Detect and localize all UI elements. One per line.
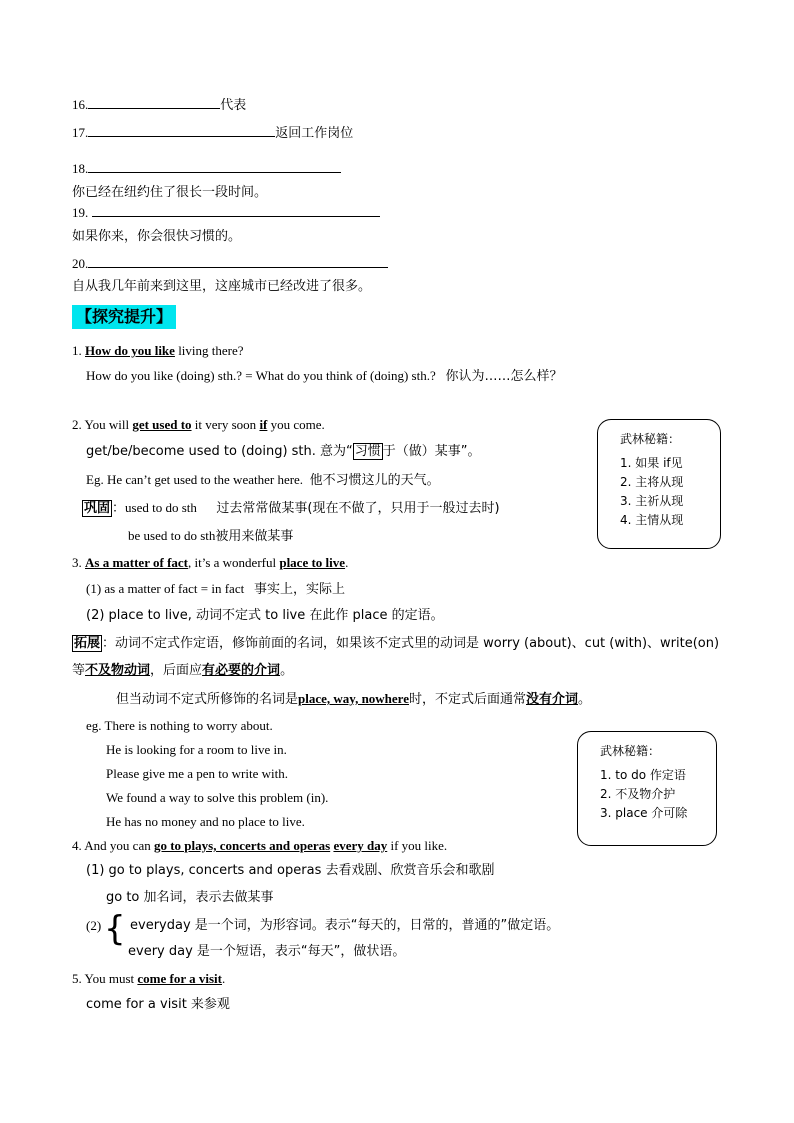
point-4-sub-1: (1) go to plays, concerts and operas 去看戏剧、欣赏音乐会和歌剧 (86, 863, 495, 878)
tip-item: 3. 主祈从现 (620, 494, 684, 508)
tip-item: 2. 主将从现 (620, 475, 684, 489)
answer-blank[interactable] (92, 204, 380, 217)
point-4-sub-2-label: (2) (86, 918, 102, 933)
exercise-number: 20. (72, 256, 89, 271)
point-2-consolidate-2: be used to do sth被用来做某事 (128, 528, 294, 543)
exercise-number: 19. (72, 205, 92, 220)
example-en: Eg. He can’t get used to the weather here. (86, 472, 304, 487)
point-3-heading (72, 555, 348, 571)
point-5-sub-1: come for a visit 来参观 (86, 997, 230, 1012)
definition-tail: 于（做）某事”。 (382, 444, 481, 459)
point-4-heading (72, 838, 447, 854)
tip-title: 武林秘籍： (620, 432, 681, 446)
point-3-sub-2: (2) place to live, 动词不定式 to live 在此作 place 的定语。 (86, 608, 444, 623)
point-rest: you come. (267, 417, 325, 432)
extension-text: ：动词不定式作定语，修饰前面的名词，如果该不定式里的动词是 worry (about)、cut (with)、write(on) (102, 636, 720, 651)
tip-box-1 (597, 419, 721, 549)
exercise-19-sentence: 如果你来，你会很快习惯的。 (72, 229, 242, 244)
ext-text: 。 (280, 663, 294, 678)
exercise-16 (72, 96, 246, 114)
key-phrase: go to plays, concerts and operas (153, 838, 331, 853)
exercise-number: 18. (72, 161, 89, 176)
example-line: eg. There is nothing to worry about. (86, 718, 273, 733)
example-line: He is looking for a room to live in. (106, 742, 287, 757)
key-phrase: every day (333, 838, 388, 853)
consolidate-cn: 过去常常做某事(现在不做了，只用于一般过去时) (216, 501, 500, 516)
boxed-term: 习惯 (354, 444, 381, 459)
key-word: if (259, 417, 268, 432)
point-rest: . (345, 555, 349, 570)
example-cn: 他不习惯这儿的天气。 (309, 473, 440, 488)
exercise-19 (72, 204, 380, 221)
explanation-en: How do you like (doing) sth.? = What do you think of (doing) sth.? (86, 368, 436, 383)
point-1-heading (72, 343, 244, 359)
point-rest: . (222, 971, 226, 986)
emphasis: 不及物动词 (85, 663, 151, 678)
tip-title: 武林秘籍： (600, 744, 661, 758)
example-line: Please give me a pen to write with. (106, 766, 288, 781)
emphasis: 有必要的介词 (202, 663, 281, 678)
point-4-sub-1b: go to 加名词，表示去做某事 (106, 890, 274, 905)
exercise-number: 16. (72, 97, 89, 112)
point-4-sub-2a: everyday 是一个词，为形容词。表示“每天的，日常的，普通的”做定语。 (130, 918, 560, 933)
example-line: We found a way to solve this problem (in). (106, 790, 329, 805)
point-prefix: 3. (72, 555, 85, 570)
exercise-20-sentence: 自从我几年前来到这里，这座城市已经改进了很多。 (72, 279, 372, 294)
exercise-18 (72, 160, 341, 177)
example-line: He has no money and no place to live. (106, 814, 305, 829)
section-title: 【探究提升】 (72, 305, 176, 329)
sub-cn: 事实上，实际上 (253, 582, 345, 597)
brace-icon: { (104, 909, 126, 949)
point-5-heading (72, 971, 225, 987)
answer-blank[interactable] (88, 124, 275, 137)
exercise-hint: 代表 (220, 98, 247, 113)
key-phrase: come for a visit (137, 971, 222, 986)
exercise-18-sentence: 你已经在纽约住了很长一段时间。 (72, 185, 268, 200)
key-phrase: get used to (132, 417, 192, 432)
exercise-20 (72, 255, 388, 272)
sub-en: (1) as a matter of fact = in fact (86, 581, 245, 596)
point-2-consolidate (82, 500, 500, 517)
tip-item: 3. place 介可除 (600, 806, 688, 820)
ext-text: 等 (72, 663, 86, 678)
exercise-number: 17. (72, 125, 89, 140)
point-2-example (86, 472, 440, 489)
tip-item: 2. 不及物介护 (600, 787, 676, 801)
tip-box-2 (577, 731, 717, 846)
point-3-sub-1 (86, 581, 345, 598)
extension-label: 拓展 (74, 636, 101, 651)
point-4-sub-2b: every day 是一个短语，表示“每天”，做状语。 (128, 944, 406, 959)
point-prefix: 1. (72, 343, 85, 358)
ext-text: 时，不定式后面通常 (409, 692, 527, 707)
ext-text: ，后面应 (150, 663, 203, 678)
exercise-17 (72, 124, 353, 142)
emphasis: place, way, nowhere (298, 691, 409, 706)
colon: ： (112, 501, 126, 516)
key-phrase: place to live (279, 555, 346, 570)
point-3-extension-3 (116, 691, 591, 708)
key-phrase: How do you like (85, 343, 175, 358)
point-rest: if you like. (387, 838, 448, 853)
tip-item: 1. to do 作定语 (600, 768, 686, 782)
definition-text: get/be/become used to (doing) sth. 意为“ (86, 444, 353, 459)
point-3-extension-2 (72, 663, 293, 679)
key-phrase: As a matter of fact (85, 555, 188, 570)
point-3-extension (72, 636, 719, 652)
ext-text: 但当动词不定式所修饰的名词是 (116, 692, 299, 707)
point-mid: it very soon (191, 417, 260, 432)
point-prefix: 2. You will (72, 417, 133, 432)
consolidate-label: 巩固 (84, 501, 111, 516)
explanation-cn: 你认为……怎么样？ (445, 369, 563, 384)
emphasis: 没有介词 (526, 692, 579, 707)
point-prefix: 4. And you can (72, 838, 154, 853)
point-prefix: 5. You must (72, 971, 138, 986)
exercise-hint: 返回工作岗位 (275, 126, 354, 141)
consolidate-en: used to do sth (125, 500, 197, 515)
point-mid: , it’s a wonderful (188, 555, 280, 570)
point-2-definition (86, 443, 481, 460)
point-rest: living there? (174, 343, 244, 358)
answer-blank[interactable] (88, 160, 341, 173)
point-2-heading (72, 417, 325, 433)
answer-blank[interactable] (88, 255, 388, 268)
answer-blank[interactable] (88, 96, 220, 109)
tip-item: 1. 如果 if见 (620, 456, 683, 470)
tip-item: 4. 主情从现 (620, 513, 684, 527)
ext-text: 。 (578, 692, 592, 707)
point-1-explanation (86, 368, 563, 385)
